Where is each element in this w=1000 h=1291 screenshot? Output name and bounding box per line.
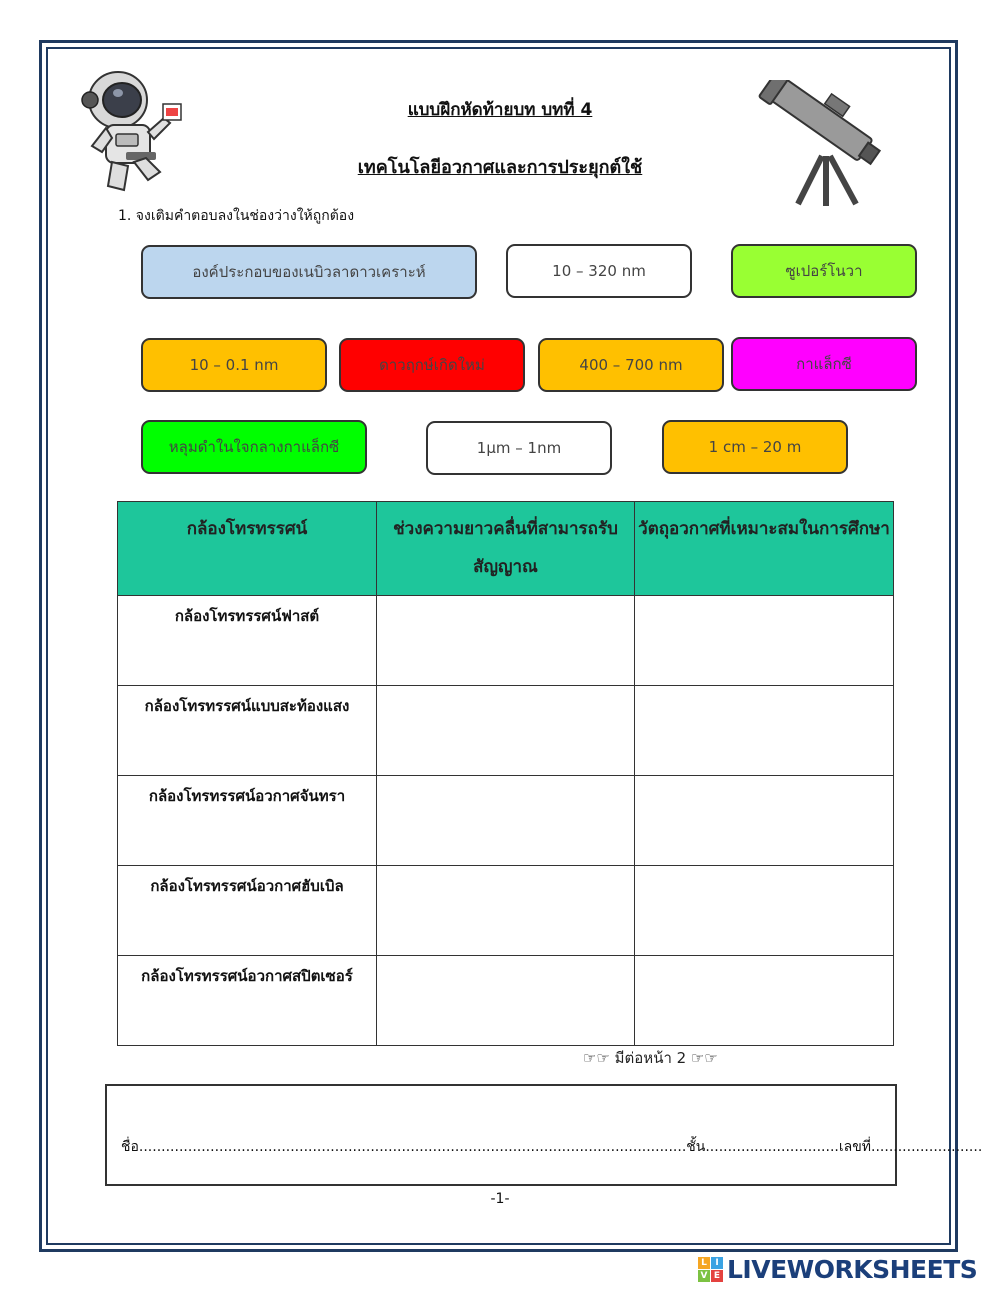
worksheet-title: แบบฝึกหัดท้ายบท บทที่ 4 (407, 100, 593, 120)
column-header-object: วัตถุอวกาศที่เหมาะสมในการศึกษา (635, 502, 894, 596)
answer-chip[interactable]: 10 – 320 nm (506, 244, 692, 298)
liveworksheets-brand (698, 1255, 977, 1283)
object-drop-zone[interactable] (635, 686, 894, 776)
page-number: -1- (490, 1191, 510, 1207)
instruction-text: 1. จงเติมคำตอบลงในช่องว่างให้ถูกต้อง (118, 208, 355, 224)
wavelength-drop-zone[interactable] (377, 776, 635, 866)
table-header-row (118, 502, 894, 596)
wavelength-drop-zone[interactable] (377, 596, 635, 686)
wavelength-drop-zone[interactable] (377, 866, 635, 956)
object-drop-zone[interactable] (635, 956, 894, 1046)
student-name-line: ชื่อ...........................................................................................................................ชั้น..............................เลขที่......................... (121, 1139, 983, 1155)
table-row (118, 686, 894, 776)
object-drop-zone[interactable] (635, 776, 894, 866)
answer-chip[interactable]: องค์ประกอบของเนบิวลาดาวเคราะห์ (141, 245, 477, 299)
table-row (118, 776, 894, 866)
liveworksheets-wordmark: LIVEWORKSHEETS (727, 1254, 978, 1284)
object-drop-zone[interactable] (635, 866, 894, 956)
telescope-name-cell: กล้องโทรทรรศน์อวกาศฮับเบิล (118, 866, 377, 956)
object-drop-zone[interactable] (635, 596, 894, 686)
answer-chip[interactable]: 10 – 0.1 nm (141, 338, 327, 392)
column-header-telescope: กล้องโทรทรรศน์ (118, 502, 377, 596)
telescope-name-cell: กล้องโทรทรรศน์แบบสะท้องแสง (118, 686, 377, 776)
answer-chip[interactable]: กาแล็กซี (731, 337, 917, 391)
continue-note: ☞☞ มีต่อหน้า 2 ☞☞ (583, 1049, 718, 1067)
logo-letter: V (698, 1270, 710, 1282)
telescope-table (117, 501, 894, 1046)
answer-chip[interactable]: 1 cm – 20 m (662, 420, 848, 474)
logo-letter: E (711, 1270, 723, 1282)
worksheet-subtitle: เทคโนโลยีอวกาศและการประยุกต์ใช้ (357, 157, 643, 178)
telescope-name-cell: กล้องโทรทรรศน์ฟาสต์ (118, 596, 377, 686)
logo-letter: I (711, 1257, 723, 1269)
wavelength-drop-zone[interactable] (377, 686, 635, 776)
answer-chip[interactable]: ดาวฤกษ์เกิดใหม่ (339, 338, 525, 392)
table-row (118, 956, 894, 1046)
answer-chip[interactable]: ซูเปอร์โนวา (731, 244, 917, 298)
logo-letter: L (698, 1257, 710, 1269)
student-info-box (105, 1084, 983, 1186)
table-row (118, 596, 894, 686)
column-header-wavelength: ช่วงความยาวคลื่นที่สามารถรับสัญญาณ (377, 502, 635, 596)
liveworksheets-logo-icon (698, 1257, 723, 1282)
wavelength-drop-zone[interactable] (377, 956, 635, 1046)
telescope-name-cell: กล้องโทรทรรศน์อวกาศจันทรา (118, 776, 377, 866)
table-row (118, 866, 894, 956)
answer-chip[interactable]: หลุมดำในใจกลางกาแล็กซี (141, 420, 367, 474)
telescope-name-cell: กล้องโทรทรรศน์อวกาศสปิตเซอร์ (118, 956, 377, 1046)
answer-chip[interactable]: 400 – 700 nm (538, 338, 724, 392)
answer-chip[interactable]: 1µm – 1nm (426, 421, 612, 475)
